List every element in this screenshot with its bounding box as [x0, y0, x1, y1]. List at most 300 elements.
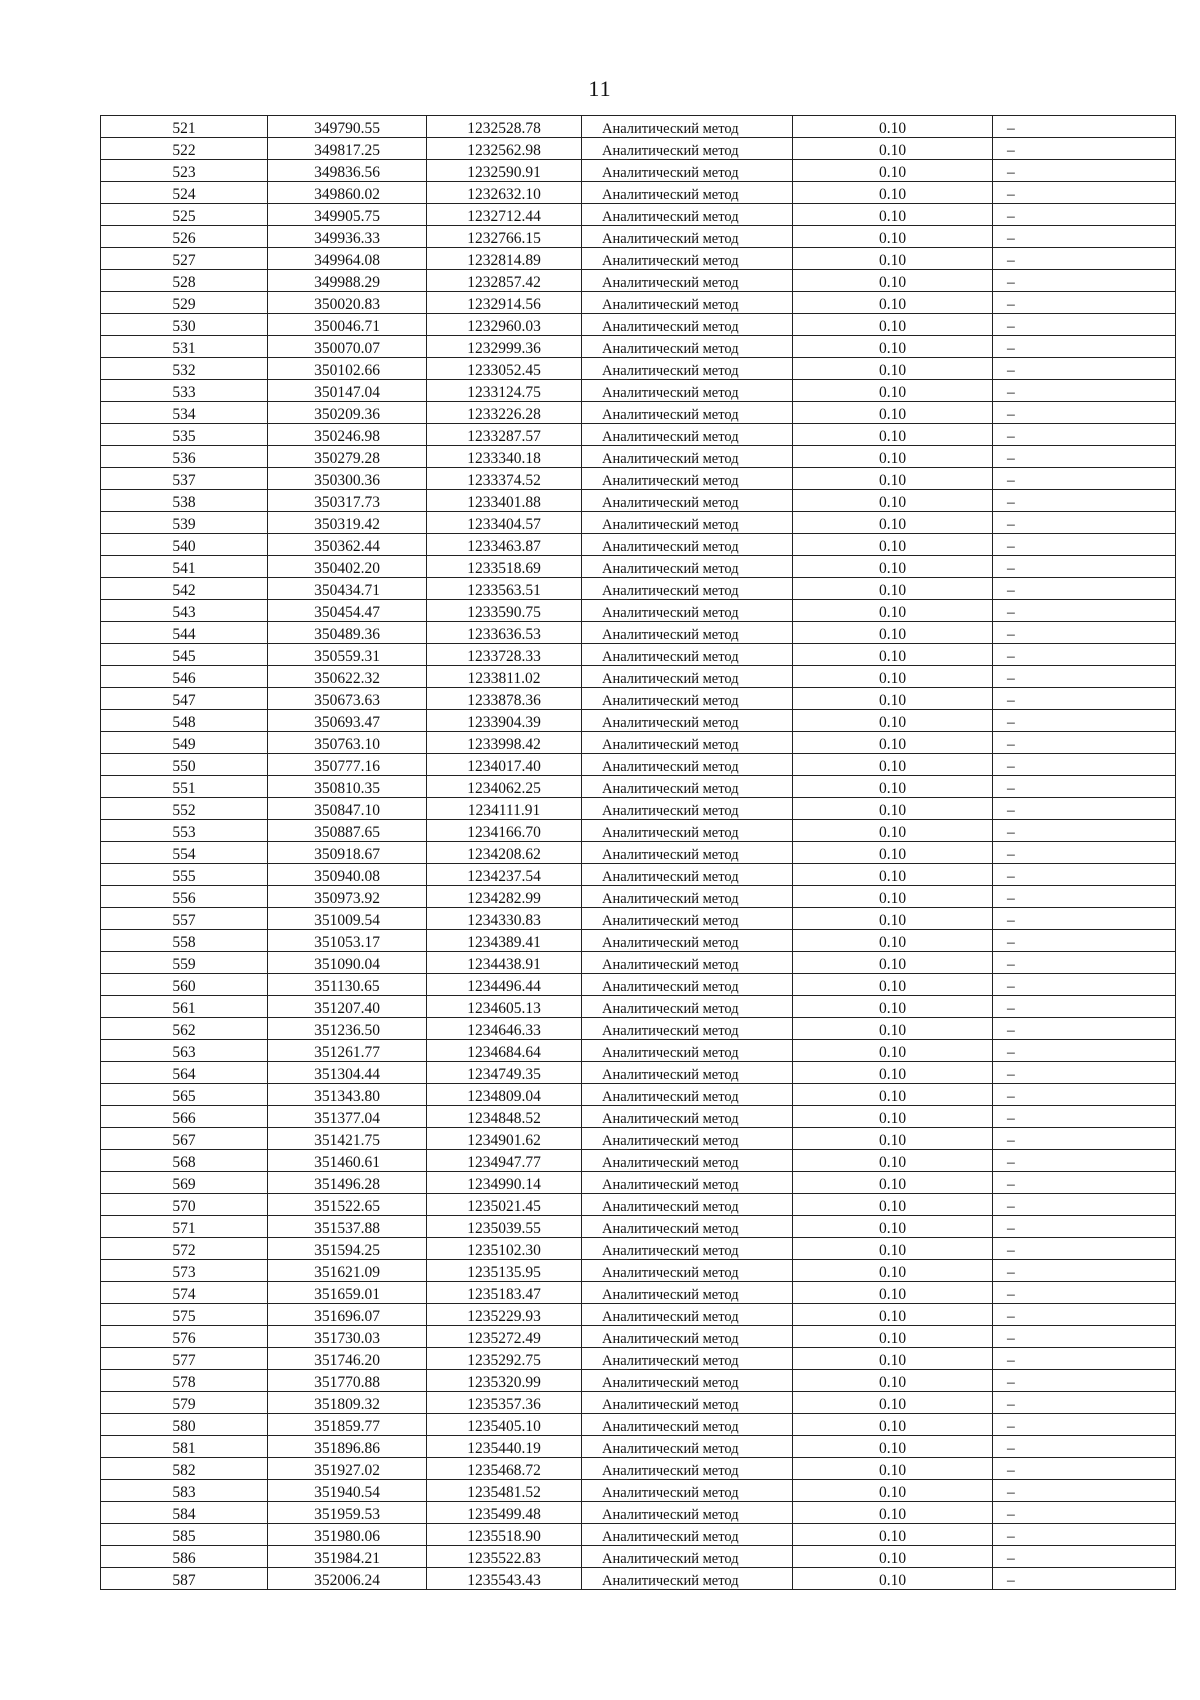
x-coordinate-cell: 351343.80	[268, 1084, 427, 1106]
point-number-cell: 575	[101, 1304, 268, 1326]
description-cell: –	[993, 1326, 1176, 1348]
point-number-cell: 532	[101, 358, 268, 380]
description-cell: –	[993, 1084, 1176, 1106]
method-cell: Аналитический метод	[582, 1480, 793, 1502]
y-coordinate-cell: 1234111.91	[427, 798, 582, 820]
description-cell: –	[993, 1128, 1176, 1150]
point-number-cell: 586	[101, 1546, 268, 1568]
x-coordinate-cell: 349964.08	[268, 248, 427, 270]
y-coordinate-cell: 1234208.62	[427, 842, 582, 864]
x-coordinate-cell: 350070.07	[268, 336, 427, 358]
y-coordinate-cell: 1234496.44	[427, 974, 582, 996]
method-cell: Аналитический метод	[582, 600, 793, 622]
y-coordinate-cell: 1235135.95	[427, 1260, 582, 1282]
precision-cell: 0.10	[793, 1568, 993, 1590]
y-coordinate-cell: 1233226.28	[427, 402, 582, 424]
precision-cell: 0.10	[793, 820, 993, 842]
x-coordinate-cell: 349860.02	[268, 182, 427, 204]
method-cell: Аналитический метод	[582, 1414, 793, 1436]
description-cell: –	[993, 138, 1176, 160]
y-coordinate-cell: 1235481.52	[427, 1480, 582, 1502]
method-cell: Аналитический метод	[582, 556, 793, 578]
description-cell: –	[993, 578, 1176, 600]
precision-cell: 0.10	[793, 952, 993, 974]
y-coordinate-cell: 1235272.49	[427, 1326, 582, 1348]
table-row	[101, 644, 1176, 666]
description-cell: –	[993, 336, 1176, 358]
table-row	[101, 1304, 1176, 1326]
x-coordinate-cell: 349817.25	[268, 138, 427, 160]
y-coordinate-cell: 1234062.25	[427, 776, 582, 798]
method-cell: Аналитический метод	[582, 974, 793, 996]
description-cell: –	[993, 512, 1176, 534]
table-row	[101, 600, 1176, 622]
description-cell: –	[993, 292, 1176, 314]
y-coordinate-cell: 1233728.33	[427, 644, 582, 666]
description-cell: –	[993, 930, 1176, 952]
precision-cell: 0.10	[793, 864, 993, 886]
y-coordinate-cell: 1235440.19	[427, 1436, 582, 1458]
precision-cell: 0.10	[793, 974, 993, 996]
method-cell: Аналитический метод	[582, 204, 793, 226]
x-coordinate-cell: 351130.65	[268, 974, 427, 996]
point-number-cell: 551	[101, 776, 268, 798]
x-coordinate-cell: 349988.29	[268, 270, 427, 292]
y-coordinate-cell: 1234605.13	[427, 996, 582, 1018]
coordinates-table-body	[101, 116, 1176, 1590]
method-cell: Аналитический метод	[582, 908, 793, 930]
description-cell: –	[993, 666, 1176, 688]
table-row	[101, 1238, 1176, 1260]
y-coordinate-cell: 1235522.83	[427, 1546, 582, 1568]
point-number-cell: 547	[101, 688, 268, 710]
precision-cell: 0.10	[793, 1084, 993, 1106]
table-row	[101, 358, 1176, 380]
description-cell: –	[993, 380, 1176, 402]
method-cell: Аналитический метод	[582, 1568, 793, 1590]
method-cell: Аналитический метод	[582, 1304, 793, 1326]
x-coordinate-cell: 351859.77	[268, 1414, 427, 1436]
y-coordinate-cell: 1233878.36	[427, 688, 582, 710]
method-cell: Аналитический метод	[582, 358, 793, 380]
table-row	[101, 160, 1176, 182]
point-number-cell: 546	[101, 666, 268, 688]
x-coordinate-cell: 351421.75	[268, 1128, 427, 1150]
precision-cell: 0.10	[793, 710, 993, 732]
description-cell: –	[993, 1458, 1176, 1480]
method-cell: Аналитический метод	[582, 688, 793, 710]
table-row	[101, 1370, 1176, 1392]
description-cell: –	[993, 974, 1176, 996]
table-row	[101, 1524, 1176, 1546]
table-row	[101, 512, 1176, 534]
method-cell: Аналитический метод	[582, 622, 793, 644]
y-coordinate-cell: 1232999.36	[427, 336, 582, 358]
method-cell: Аналитический метод	[582, 886, 793, 908]
y-coordinate-cell: 1233904.39	[427, 710, 582, 732]
method-cell: Аналитический метод	[582, 292, 793, 314]
description-cell: –	[993, 1106, 1176, 1128]
table-row	[101, 446, 1176, 468]
point-number-cell: 570	[101, 1194, 268, 1216]
method-cell: Аналитический метод	[582, 402, 793, 424]
point-number-cell: 587	[101, 1568, 268, 1590]
point-number-cell: 544	[101, 622, 268, 644]
x-coordinate-cell: 351940.54	[268, 1480, 427, 1502]
point-number-cell: 534	[101, 402, 268, 424]
method-cell: Аналитический метод	[582, 644, 793, 666]
x-coordinate-cell: 351460.61	[268, 1150, 427, 1172]
x-coordinate-cell: 350918.67	[268, 842, 427, 864]
y-coordinate-cell: 1232857.42	[427, 270, 582, 292]
y-coordinate-cell: 1233404.57	[427, 512, 582, 534]
precision-cell: 0.10	[793, 490, 993, 512]
description-cell: –	[993, 1172, 1176, 1194]
description-cell: –	[993, 358, 1176, 380]
table-row	[101, 820, 1176, 842]
description-cell: –	[993, 1304, 1176, 1326]
y-coordinate-cell: 1235102.30	[427, 1238, 582, 1260]
y-coordinate-cell: 1232562.98	[427, 138, 582, 160]
point-number-cell: 561	[101, 996, 268, 1018]
description-cell: –	[993, 732, 1176, 754]
point-number-cell: 523	[101, 160, 268, 182]
point-number-cell: 539	[101, 512, 268, 534]
point-number-cell: 564	[101, 1062, 268, 1084]
description-cell: –	[993, 754, 1176, 776]
precision-cell: 0.10	[793, 1524, 993, 1546]
table-row	[101, 996, 1176, 1018]
x-coordinate-cell: 351659.01	[268, 1282, 427, 1304]
method-cell: Аналитический метод	[582, 1326, 793, 1348]
x-coordinate-cell: 350362.44	[268, 534, 427, 556]
precision-cell: 0.10	[793, 1348, 993, 1370]
x-coordinate-cell: 351980.06	[268, 1524, 427, 1546]
description-cell: –	[993, 402, 1176, 424]
point-number-cell: 568	[101, 1150, 268, 1172]
point-number-cell: 585	[101, 1524, 268, 1546]
y-coordinate-cell: 1232632.10	[427, 182, 582, 204]
x-coordinate-cell: 350300.36	[268, 468, 427, 490]
x-coordinate-cell: 350020.83	[268, 292, 427, 314]
y-coordinate-cell: 1233124.75	[427, 380, 582, 402]
precision-cell: 0.10	[793, 732, 993, 754]
y-coordinate-cell: 1235518.90	[427, 1524, 582, 1546]
point-number-cell: 578	[101, 1370, 268, 1392]
description-cell: –	[993, 842, 1176, 864]
table-row	[101, 1040, 1176, 1062]
x-coordinate-cell: 351984.21	[268, 1546, 427, 1568]
point-number-cell: 572	[101, 1238, 268, 1260]
description-cell: –	[993, 710, 1176, 732]
point-number-cell: 566	[101, 1106, 268, 1128]
y-coordinate-cell: 1233563.51	[427, 578, 582, 600]
table-row	[101, 886, 1176, 908]
method-cell: Аналитический метод	[582, 226, 793, 248]
description-cell: –	[993, 1502, 1176, 1524]
precision-cell: 0.10	[793, 908, 993, 930]
method-cell: Аналитический метод	[582, 314, 793, 336]
y-coordinate-cell: 1235292.75	[427, 1348, 582, 1370]
x-coordinate-cell: 350489.36	[268, 622, 427, 644]
precision-cell: 0.10	[793, 1480, 993, 1502]
description-cell: –	[993, 1480, 1176, 1502]
description-cell: –	[993, 908, 1176, 930]
description-cell: –	[993, 1150, 1176, 1172]
table-row	[101, 1106, 1176, 1128]
method-cell: Аналитический метод	[582, 1018, 793, 1040]
y-coordinate-cell: 1235039.55	[427, 1216, 582, 1238]
method-cell: Аналитический метод	[582, 732, 793, 754]
precision-cell: 0.10	[793, 1018, 993, 1040]
precision-cell: 0.10	[793, 644, 993, 666]
x-coordinate-cell: 350622.32	[268, 666, 427, 688]
point-number-cell: 542	[101, 578, 268, 600]
precision-cell: 0.10	[793, 358, 993, 380]
description-cell: –	[993, 798, 1176, 820]
x-coordinate-cell: 351261.77	[268, 1040, 427, 1062]
x-coordinate-cell: 351696.07	[268, 1304, 427, 1326]
precision-cell: 0.10	[793, 336, 993, 358]
description-cell: –	[993, 622, 1176, 644]
x-coordinate-cell: 350317.73	[268, 490, 427, 512]
y-coordinate-cell: 1234438.91	[427, 952, 582, 974]
point-number-cell: 521	[101, 116, 268, 138]
y-coordinate-cell: 1232914.56	[427, 292, 582, 314]
y-coordinate-cell: 1234330.83	[427, 908, 582, 930]
table-row	[101, 1194, 1176, 1216]
table-row	[101, 1568, 1176, 1590]
y-coordinate-cell: 1234389.41	[427, 930, 582, 952]
point-number-cell: 583	[101, 1480, 268, 1502]
x-coordinate-cell: 350319.42	[268, 512, 427, 534]
point-number-cell: 565	[101, 1084, 268, 1106]
precision-cell: 0.10	[793, 1128, 993, 1150]
point-number-cell: 579	[101, 1392, 268, 1414]
method-cell: Аналитический метод	[582, 666, 793, 688]
point-number-cell: 545	[101, 644, 268, 666]
y-coordinate-cell: 1234809.04	[427, 1084, 582, 1106]
x-coordinate-cell: 351009.54	[268, 908, 427, 930]
y-coordinate-cell: 1233590.75	[427, 600, 582, 622]
method-cell: Аналитический метод	[582, 1238, 793, 1260]
point-number-cell: 558	[101, 930, 268, 952]
table-row	[101, 292, 1176, 314]
precision-cell: 0.10	[793, 446, 993, 468]
table-row	[101, 754, 1176, 776]
point-number-cell: 548	[101, 710, 268, 732]
precision-cell: 0.10	[793, 270, 993, 292]
table-row	[101, 666, 1176, 688]
table-row	[101, 688, 1176, 710]
point-number-cell: 554	[101, 842, 268, 864]
y-coordinate-cell: 1234237.54	[427, 864, 582, 886]
method-cell: Аналитический метод	[582, 248, 793, 270]
table-row	[101, 1326, 1176, 1348]
y-coordinate-cell: 1232712.44	[427, 204, 582, 226]
precision-cell: 0.10	[793, 1414, 993, 1436]
method-cell: Аналитический метод	[582, 776, 793, 798]
precision-cell: 0.10	[793, 534, 993, 556]
y-coordinate-cell: 1232590.91	[427, 160, 582, 182]
x-coordinate-cell: 352006.24	[268, 1568, 427, 1590]
point-number-cell: 540	[101, 534, 268, 556]
precision-cell: 0.10	[793, 248, 993, 270]
description-cell: –	[993, 314, 1176, 336]
point-number-cell: 538	[101, 490, 268, 512]
method-cell: Аналитический метод	[582, 864, 793, 886]
description-cell: –	[993, 1392, 1176, 1414]
table-row	[101, 490, 1176, 512]
y-coordinate-cell: 1234749.35	[427, 1062, 582, 1084]
point-number-cell: 580	[101, 1414, 268, 1436]
y-coordinate-cell: 1233811.02	[427, 666, 582, 688]
description-cell: –	[993, 1436, 1176, 1458]
x-coordinate-cell: 349790.55	[268, 116, 427, 138]
y-coordinate-cell: 1234684.64	[427, 1040, 582, 1062]
x-coordinate-cell: 350559.31	[268, 644, 427, 666]
method-cell: Аналитический метод	[582, 534, 793, 556]
point-number-cell: 529	[101, 292, 268, 314]
description-cell: –	[993, 1194, 1176, 1216]
method-cell: Аналитический метод	[582, 1546, 793, 1568]
method-cell: Аналитический метод	[582, 930, 793, 952]
table-row	[101, 402, 1176, 424]
table-row	[101, 204, 1176, 226]
table-row	[101, 1150, 1176, 1172]
method-cell: Аналитический метод	[582, 446, 793, 468]
description-cell: –	[993, 1282, 1176, 1304]
description-cell: –	[993, 688, 1176, 710]
y-coordinate-cell: 1234282.99	[427, 886, 582, 908]
point-number-cell: 582	[101, 1458, 268, 1480]
description-cell: –	[993, 600, 1176, 622]
precision-cell: 0.10	[793, 314, 993, 336]
x-coordinate-cell: 350102.66	[268, 358, 427, 380]
description-cell: –	[993, 248, 1176, 270]
precision-cell: 0.10	[793, 666, 993, 688]
y-coordinate-cell: 1233518.69	[427, 556, 582, 578]
x-coordinate-cell: 351770.88	[268, 1370, 427, 1392]
x-coordinate-cell: 350279.28	[268, 446, 427, 468]
precision-cell: 0.10	[793, 842, 993, 864]
y-coordinate-cell: 1233052.45	[427, 358, 582, 380]
description-cell: –	[993, 1524, 1176, 1546]
x-coordinate-cell: 351537.88	[268, 1216, 427, 1238]
y-coordinate-cell: 1233340.18	[427, 446, 582, 468]
table-row	[101, 380, 1176, 402]
description-cell: –	[993, 1568, 1176, 1590]
method-cell: Аналитический метод	[582, 1062, 793, 1084]
x-coordinate-cell: 350147.04	[268, 380, 427, 402]
x-coordinate-cell: 351896.86	[268, 1436, 427, 1458]
y-coordinate-cell: 1232960.03	[427, 314, 582, 336]
table-row	[101, 314, 1176, 336]
precision-cell: 0.10	[793, 1392, 993, 1414]
precision-cell: 0.10	[793, 600, 993, 622]
point-number-cell: 576	[101, 1326, 268, 1348]
point-number-cell: 533	[101, 380, 268, 402]
point-number-cell: 530	[101, 314, 268, 336]
description-cell: –	[993, 886, 1176, 908]
description-cell: –	[993, 182, 1176, 204]
y-coordinate-cell: 1232528.78	[427, 116, 582, 138]
precision-cell: 0.10	[793, 1194, 993, 1216]
precision-cell: 0.10	[793, 292, 993, 314]
y-coordinate-cell: 1235405.10	[427, 1414, 582, 1436]
point-number-cell: 573	[101, 1260, 268, 1282]
x-coordinate-cell: 351236.50	[268, 1018, 427, 1040]
point-number-cell: 528	[101, 270, 268, 292]
y-coordinate-cell: 1234947.77	[427, 1150, 582, 1172]
point-number-cell: 569	[101, 1172, 268, 1194]
y-coordinate-cell: 1233463.87	[427, 534, 582, 556]
table-row	[101, 1392, 1176, 1414]
x-coordinate-cell: 351090.04	[268, 952, 427, 974]
precision-cell: 0.10	[793, 622, 993, 644]
x-coordinate-cell: 350673.63	[268, 688, 427, 710]
table-row	[101, 336, 1176, 358]
description-cell: –	[993, 1414, 1176, 1436]
precision-cell: 0.10	[793, 1260, 993, 1282]
x-coordinate-cell: 351207.40	[268, 996, 427, 1018]
x-coordinate-cell: 351746.20	[268, 1348, 427, 1370]
table-row	[101, 1084, 1176, 1106]
table-row	[101, 1436, 1176, 1458]
table-row	[101, 556, 1176, 578]
precision-cell: 0.10	[793, 556, 993, 578]
description-cell: –	[993, 1546, 1176, 1568]
point-number-cell: 541	[101, 556, 268, 578]
x-coordinate-cell: 351927.02	[268, 1458, 427, 1480]
method-cell: Аналитический метод	[582, 1282, 793, 1304]
table-row	[101, 1414, 1176, 1436]
method-cell: Аналитический метод	[582, 424, 793, 446]
description-cell: –	[993, 226, 1176, 248]
table-row	[101, 952, 1176, 974]
x-coordinate-cell: 349836.56	[268, 160, 427, 182]
x-coordinate-cell: 350940.08	[268, 864, 427, 886]
precision-cell: 0.10	[793, 1216, 993, 1238]
y-coordinate-cell: 1234901.62	[427, 1128, 582, 1150]
point-number-cell: 524	[101, 182, 268, 204]
point-number-cell: 563	[101, 1040, 268, 1062]
y-coordinate-cell: 1234166.70	[427, 820, 582, 842]
table-row	[101, 1018, 1176, 1040]
precision-cell: 0.10	[793, 402, 993, 424]
x-coordinate-cell: 351304.44	[268, 1062, 427, 1084]
y-coordinate-cell: 1232814.89	[427, 248, 582, 270]
point-number-cell: 536	[101, 446, 268, 468]
point-number-cell: 574	[101, 1282, 268, 1304]
y-coordinate-cell: 1234646.33	[427, 1018, 582, 1040]
table-row	[101, 732, 1176, 754]
x-coordinate-cell: 351522.65	[268, 1194, 427, 1216]
x-coordinate-cell: 350209.36	[268, 402, 427, 424]
y-coordinate-cell: 1235543.43	[427, 1568, 582, 1590]
method-cell: Аналитический метод	[582, 996, 793, 1018]
precision-cell: 0.10	[793, 1502, 993, 1524]
x-coordinate-cell: 350763.10	[268, 732, 427, 754]
method-cell: Аналитический метод	[582, 1370, 793, 1392]
point-number-cell: 522	[101, 138, 268, 160]
table-row	[101, 974, 1176, 996]
precision-cell: 0.10	[793, 1106, 993, 1128]
point-number-cell: 549	[101, 732, 268, 754]
table-row	[101, 1348, 1176, 1370]
description-cell: –	[993, 160, 1176, 182]
precision-cell: 0.10	[793, 116, 993, 138]
